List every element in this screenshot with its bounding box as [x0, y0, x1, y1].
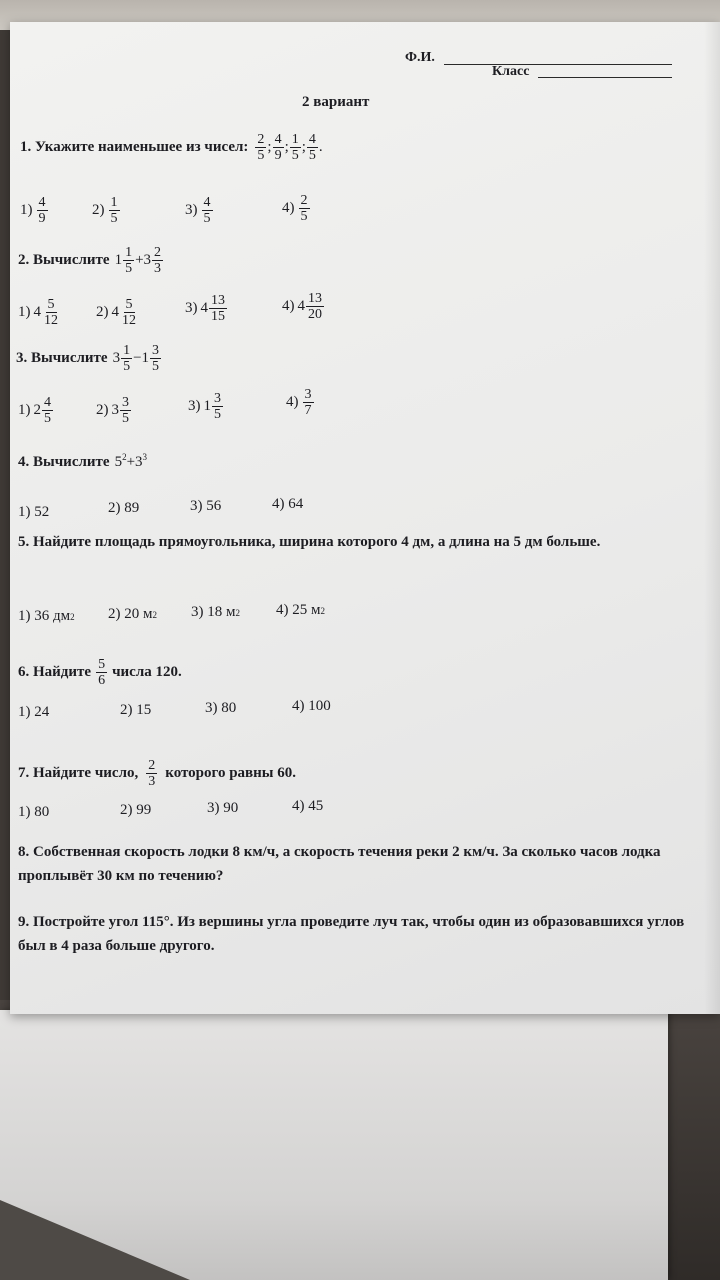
q2-option-1: 1) 4 $\frac{5}{12}$ — [18, 296, 58, 328]
variant-title: 2 вариант — [302, 94, 370, 110]
question-1-numbers: $\frac{2}{5}$ ; $\frac{4}{9}$ ; $\frac{1}{5}$ ; $\frac{4}{5}$ . — [257, 131, 323, 163]
question-5: 5. Найдите площадь прямоугольника, ширина которого 4 дм, а длина на 5 дм больше. — [18, 534, 601, 550]
mixed-number: 1 $\frac{3}{5}$ — [141, 342, 160, 374]
q2-option-2: 2) 4 $\frac{5}{12}$ — [96, 296, 136, 328]
fio-line — [444, 64, 672, 65]
class-label: Класс — [492, 64, 530, 79]
q5-option-1: 1) 36 дм 2 — [18, 608, 75, 624]
q7-option-1: 1) 80 — [18, 804, 50, 820]
q1-option-1: 1) $\frac{4}{9}$ — [20, 194, 46, 226]
q4-option-2: 2) 89 — [108, 500, 140, 516]
mixed-number: 3 $\frac{1}{5}$ — [112, 342, 131, 374]
q4-option-4: 4) 64 — [272, 496, 304, 512]
question-6: 6. Найдите $\frac{5}{6}$ числа 120. — [18, 656, 182, 688]
q6-option-3: 3) 80 — [205, 700, 237, 716]
fio-label: Ф.И. — [405, 50, 435, 65]
fraction: $\frac{1}{5}$ — [291, 131, 299, 163]
q6-option-2: 2) 15 — [120, 702, 152, 718]
q6-option-1: 1) 24 — [18, 704, 50, 720]
q7-option-2: 2) 99 — [120, 802, 152, 818]
question-9: 9. Постройте угол 115°. Из вершины угла проведите луч так, чтобы один из образовавшихся углов был в 4 раза больше другого. — [18, 914, 685, 954]
q2-option-3: 3) 4 $\frac{13}{15}$ — [185, 292, 225, 324]
q1-option-3: 3) $\frac{4}{5}$ — [185, 194, 211, 226]
q7-option-4: 4) 45 — [292, 798, 324, 814]
q5-option-4: 4) 25 м 2 — [276, 602, 325, 618]
question-7: 7. Найдите число, $\frac{2}{3}$ которого равны 60. — [18, 757, 296, 789]
fraction: $\frac{2}{3}$ — [148, 757, 156, 789]
question-1 — [20, 122, 323, 172]
mixed-number: 1 $\frac{1}{5}$ — [114, 244, 133, 276]
worksheet-page — [10, 22, 720, 1014]
q6-option-4: 4) 100 — [292, 698, 331, 714]
question-1-label: 1. Укажите наименьшее из чисел: — [20, 138, 249, 155]
q1-option-4: 4) $\frac{2}{5}$ — [282, 192, 308, 224]
q5-option-2: 2) 20 м 2 — [108, 606, 157, 622]
underlying-sheet — [0, 1010, 668, 1280]
fraction: $\frac{2}{5}$ — [257, 131, 265, 163]
q3-option-4: 4) $\frac{3}{7}$ — [286, 386, 312, 418]
question-4: 4. Вычислите $5^2+3^3$ — [18, 452, 148, 470]
q7-option-3: 3) 90 — [207, 800, 239, 816]
q5-option-3: 3) 18 м 2 — [191, 604, 240, 620]
question-8: 8. Собственная скорость лодки 8 км/ч, а скорость течения реки 2 км/ч. За сколько часов лодка проплывёт 30 км по течению? — [18, 844, 661, 884]
question-2: 2. Вычислите 1 $\frac{1}{5}$ + 3 $\frac{2}{3}$ — [18, 240, 164, 280]
q4-option-1: 1) 52 — [18, 504, 50, 520]
q3-option-1: 1) 2 $\frac{4}{5}$ — [18, 394, 51, 426]
mixed-number: 3 $\frac{2}{3}$ — [143, 244, 162, 276]
q1-option-2: 2) $\frac{1}{5}$ — [92, 194, 118, 226]
fraction: $\frac{4}{5}$ — [308, 131, 316, 163]
q3-option-2: 2) 3 $\frac{3}{5}$ — [96, 394, 129, 426]
class-line — [538, 77, 672, 78]
q4-option-3: 3) 56 — [190, 498, 222, 514]
q3-option-3: 3) 1 $\frac{3}{5}$ — [188, 390, 221, 422]
fraction: $\frac{5}{6}$ — [98, 656, 106, 688]
question-3: 3. Вычислите 3 $\frac{1}{5}$ − 1 $\frac{3}{5}$ — [16, 336, 162, 380]
power-expression: $5^2+3^3$ — [114, 452, 148, 470]
fraction: $\frac{4}{9}$ — [274, 131, 282, 163]
q2-option-4: 4) 4 $\frac{13}{20}$ — [282, 290, 322, 322]
